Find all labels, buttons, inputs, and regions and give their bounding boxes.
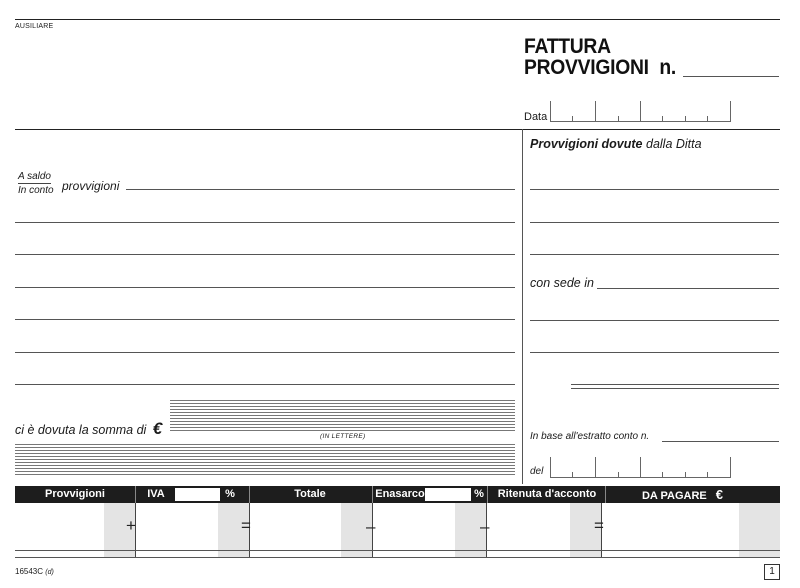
- sede-line[interactable]: [597, 288, 779, 289]
- ritenuta-amount-field[interactable]: [488, 505, 569, 545]
- del-label: del: [530, 466, 544, 477]
- date-tick: [618, 116, 619, 121]
- estratto-number-field[interactable]: [662, 441, 779, 442]
- blank-line[interactable]: [15, 319, 515, 320]
- sede-line-3[interactable]: [530, 352, 779, 353]
- totals-header-bar: [15, 486, 780, 503]
- top-border: [15, 19, 780, 20]
- double-line-bottom: [571, 388, 779, 389]
- section-top-line: [15, 129, 780, 130]
- minus-operator: –: [366, 517, 376, 536]
- table-bottom-line: [15, 550, 780, 551]
- title-fattura: FATTURA: [524, 35, 611, 58]
- euro-icon: €: [715, 487, 724, 502]
- da-pagare-amount-field[interactable]: [603, 505, 738, 545]
- amount-in-words-field[interactable]: [170, 400, 515, 432]
- blank-line[interactable]: [15, 222, 515, 223]
- date-divider: [640, 457, 641, 477]
- date-tick: [572, 472, 573, 477]
- table-bottom-line-2: [15, 557, 780, 558]
- header-separator: [605, 486, 606, 503]
- invoice-number-field[interactable]: [683, 76, 779, 77]
- in-lettere-label: (IN LETTERE): [320, 433, 366, 440]
- col-enasarco: Enasarco: [375, 488, 425, 500]
- da-pagare-text: DA PAGARE: [641, 490, 707, 502]
- col-ritenuta: Ritenuta d'acconto: [497, 488, 597, 500]
- a-saldo-label: A saldo: [18, 171, 51, 182]
- equals-operator: =: [594, 516, 604, 535]
- header-separator: [135, 486, 136, 503]
- dovute-rest: dalla Ditta: [646, 137, 702, 151]
- sede-line-2[interactable]: [530, 320, 779, 321]
- header-separator: [372, 486, 373, 503]
- col-provvigioni: Provvigioni: [45, 488, 105, 500]
- blank-line[interactable]: [15, 352, 515, 353]
- iva-percent: %: [225, 488, 235, 500]
- form-code-suffix: (d): [45, 569, 54, 576]
- date-tick: [572, 116, 573, 121]
- title-provvigioni: [524, 56, 676, 80]
- ditta-line[interactable]: [530, 222, 779, 223]
- form-code-text: 16543C: [15, 567, 44, 576]
- somma-text: ci è dovuta la somma di: [15, 423, 147, 437]
- col-totale: Totale: [294, 488, 326, 500]
- date-divider: [595, 457, 596, 477]
- dovute-label: [530, 137, 702, 151]
- estratto-label: In base all'estratto conto n.: [530, 431, 650, 442]
- date-divider: [595, 101, 596, 121]
- equals-operator: =: [241, 516, 251, 535]
- somma-label: [15, 419, 162, 439]
- blank-line[interactable]: [15, 384, 515, 385]
- date-divider: [640, 101, 641, 121]
- page-number: 1: [764, 564, 780, 580]
- double-line-top: [571, 384, 779, 385]
- ausiliare-tag: AUSILIARE: [15, 23, 54, 30]
- enasarco-amount-field[interactable]: [374, 505, 454, 545]
- number-label: n.: [659, 56, 676, 79]
- minus-operator: –: [480, 517, 490, 536]
- amount-in-words-field-2[interactable]: [15, 444, 515, 476]
- totale-amount-field[interactable]: [251, 505, 340, 545]
- sede-label: con sede in: [530, 276, 594, 290]
- title-provvigioni-text: PROVVIGIONI: [524, 56, 649, 79]
- date-tick: [685, 472, 686, 477]
- euro-icon: €: [152, 419, 163, 438]
- in-conto-label: In conto: [18, 185, 54, 196]
- date-tick: [685, 116, 686, 121]
- date-label: Data: [524, 111, 548, 123]
- date-field[interactable]: [550, 101, 731, 122]
- iva-amount-field[interactable]: [137, 505, 217, 545]
- enasarco-percent: %: [474, 488, 484, 500]
- col-iva: IVA: [147, 488, 165, 500]
- ditta-line[interactable]: [530, 254, 779, 255]
- col-da-pagare: [615, 486, 750, 503]
- form-code: [15, 567, 54, 576]
- plus-operator: +: [126, 516, 136, 535]
- date-tick: [707, 472, 708, 477]
- date-tick: [662, 472, 663, 477]
- provvigioni-line[interactable]: [126, 189, 515, 190]
- date-tick: [707, 116, 708, 121]
- enasarco-rate-field[interactable]: [425, 488, 471, 501]
- date-tick: [618, 472, 619, 477]
- provvigioni-label: provvigioni: [62, 179, 120, 193]
- date-tick: [662, 116, 663, 121]
- provvigioni-amount-field[interactable]: [15, 505, 103, 545]
- del-date-field[interactable]: [550, 457, 731, 478]
- dovute-bold: Provvigioni dovute: [530, 137, 643, 151]
- blank-line[interactable]: [15, 287, 515, 288]
- iva-rate-field[interactable]: [175, 488, 220, 501]
- ditta-line[interactable]: [530, 189, 779, 190]
- blank-line[interactable]: [15, 254, 515, 255]
- vertical-divider: [522, 129, 523, 484]
